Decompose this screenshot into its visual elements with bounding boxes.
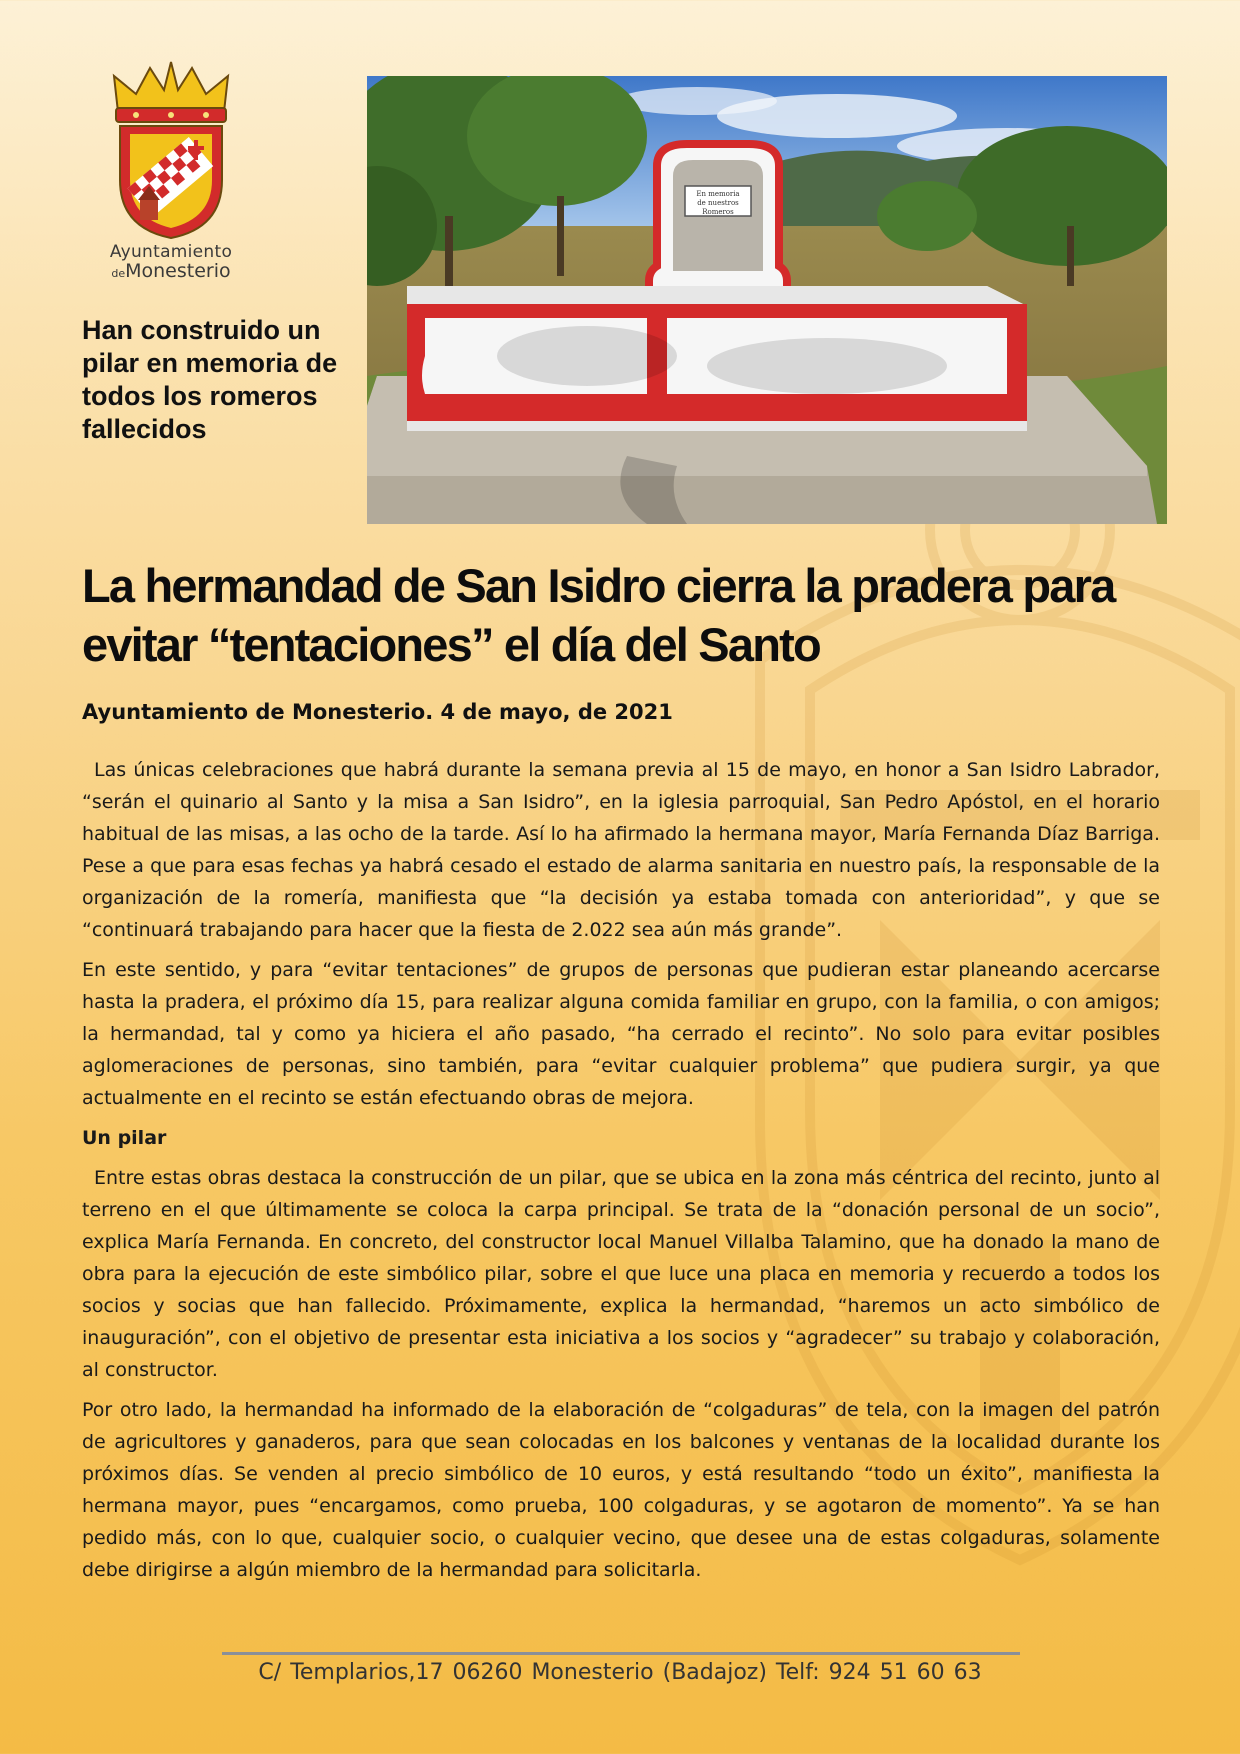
logo-line-de: de [111,266,126,280]
article-paragraph-1: Las únicas celebraciones que habrá durante la semana previa al 15 de mayo, en honor a San Isidro Labrador, “serán el quinario al Santo y la misa a San Isidro”, en la iglesia parroquial, San Pedro Apóstol, en el horario habitual de las misas, a las ocho de la tarde. Así lo ha afirmado la hermana mayor, María Fernanda Díaz Barriga. Pese a que para esas fechas ya habrá cesado el estado de alarma sanitaria en nuestro país, la responsable de la organización de la romería, manifiesta que “la decisión ya estaba tomada con anterioridad”, y que se “continuará trabajando para hacer que la fiesta de 2.022 sea aún más grande”. [82,759,1160,941]
article-paragraph-4: Por otro lado, la hermandad ha informado de la elaboración de “colgaduras” de tela, con la imagen del patrón de agricultores y ganaderos, para que sean colocadas en los balcones y ventanas de la localidad durante los próximos días. Se venden al precio simbólico de 10 euros, y está resultando “todo un éxito”, manifiesta la hermana mayor, pues “encargamos, como prueba, 100 colgaduras, y se agotaron de momento”. Ya se han pedido más, con lo que, cualquier socio, o cualquier vecino, que desee una de estas colgaduras, solamente debe dirigirse a algún miembro de la hermandad para solicitarla. [82,1399,1160,1581]
pilar-photo [367,76,1167,524]
article-headline: La hermandad de San Isidro cierra la pradera para evitar “tentaciones” el día del Santo [82,559,1115,671]
logo-line-monesterio: Monesterio [125,259,231,282]
plaque-line-2: de nuestros [697,199,739,207]
plaque-line-3: Romeros [702,208,734,216]
coat-of-arms-icon [106,60,236,240]
logo-line-ayuntamiento: Ayuntamiento [109,242,233,262]
article-body [82,754,1160,1594]
article-paragraph-3: Entre estas obras destaca la construcción de un pilar, que se ubica en la zona más céntrica del recinto, junto al terreno en el que últimamente se coloca la carpa principal. Se trata de la “donación personal de un socio”, explica María Fernanda. En concreto, del constructor local Manuel Villalba Talamino, que ha donado la mano de obra para la ejecución de este simbólico pilar, sobre el que luce una placa en memoria y recuerdo a todos los socios y socias que han fallecido. Próximamente, explica la hermandad, “haremos un acto simbólico de inauguración”, con el objetivo de presentar esta iniciativa a los socios y “agradecer” su trabajo y colaboración, al constructor. [82,1167,1160,1381]
article-paragraph-2: En este sentido, y para “evitar tentaciones” de grupos de personas que pudieran estar planeando acercarse hasta la pradera, el próximo día 15, para realizar alguna comida familiar en grupo, con la familia, o con amigos; la hermandad, tal y como ya hiciera el año pasado, “ha cerrado el recinto”. No solo para evitar posibles aglomeraciones de personas, sino también, para “evitar cualquier problema” que pudiera surgir, ya que actualmente en el recinto se están efectuando obras de mejora. [82,959,1160,1109]
photo-caption-title: Han construido un pilar en memoria de todos los romeros fallecidos [82,315,338,444]
article-subheading: Un pilar [82,1127,167,1149]
plaque-line-1: En memoria [696,190,740,198]
footer-divider [222,1652,1020,1655]
article-byline: Ayuntamiento de Monesterio. 4 de mayo, de 2021 [82,700,673,724]
footer-contact: C/ Templarios,17 06260 Monesterio (Badajoz) Telf: 924 51 60 63 [258,1660,982,1685]
ayuntamiento-logo [96,60,246,282]
